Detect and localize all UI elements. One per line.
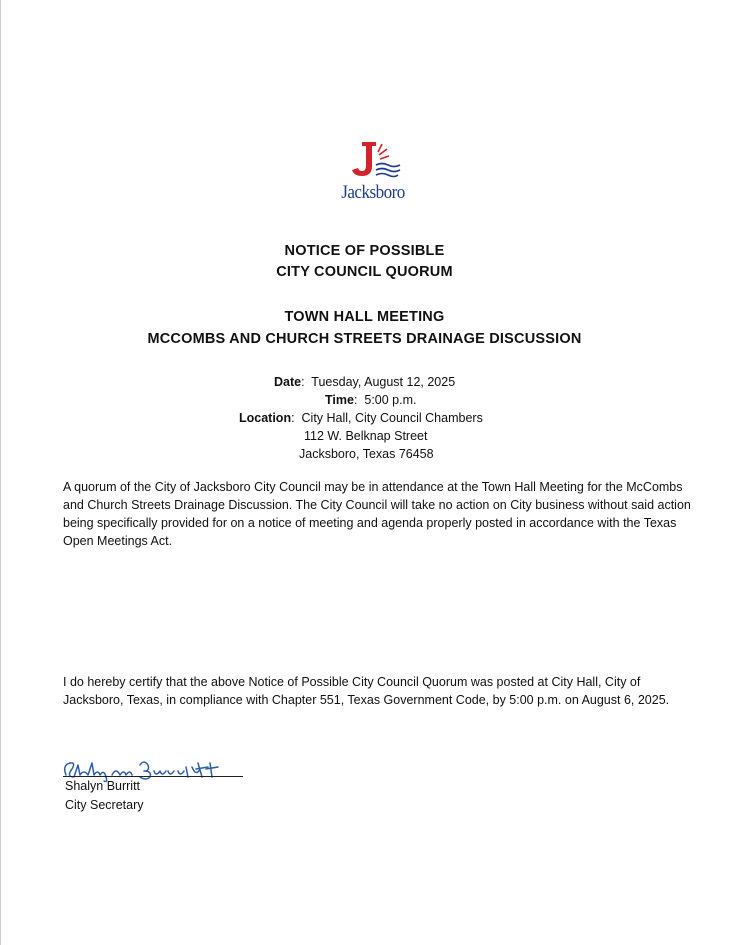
jacksboro-logo-mark-icon bbox=[332, 140, 414, 184]
address-line2: Jacksboro, Texas 76458 bbox=[299, 447, 434, 461]
date-label: Date bbox=[274, 375, 302, 389]
time-row: Time: 5:00 p.m. bbox=[325, 393, 417, 407]
date-value: Tuesday, August 12, 2025 bbox=[311, 375, 456, 389]
address-line1: 112 W. Belknap Street bbox=[304, 429, 428, 443]
time-label: Time bbox=[325, 393, 354, 407]
signer-title: City Secretary bbox=[65, 798, 144, 812]
quorum-paragraph: A quorum of the City of Jacksboro City Council may be in attendance at the Town Hall Meeting for the McCombs and Church Streets Drainage Discussion. The City Council will take no action on City business without said action being specifically provided for on a notice of meeting and agenda properly posted in accordance with the Texas Open Meetings Act. bbox=[63, 480, 691, 548]
notice-title-line1: NOTICE OF POSSIBLE bbox=[284, 243, 445, 259]
location-value: City Hall, City Council Chambers bbox=[301, 411, 483, 425]
notice-title-line2: CITY COUNCIL QUORUM bbox=[276, 264, 453, 280]
meeting-title-line1: TOWN HALL MEETING bbox=[284, 309, 445, 325]
signer-name: Shalyn Burritt bbox=[65, 779, 141, 793]
meeting-title-line2: MCCOMBS AND CHURCH STREETS DRAINAGE DISCUSSION bbox=[147, 331, 582, 347]
location-label: Location bbox=[239, 411, 292, 425]
date-row: Date: Tuesday, August 12, 2025 bbox=[274, 375, 456, 389]
logo-text: Jacksboro bbox=[341, 182, 405, 203]
page-edge bbox=[0, 0, 1, 945]
certification-paragraph: I do hereby certify that the above Notice of Possible City Council Quorum was posted at City Hall, City of Jacksboro, Texas, in compliance with Chapter 551, Texas Government Code, by 5:00 p.m. on August 6, 2025. bbox=[63, 675, 670, 707]
time-value: 5:00 p.m. bbox=[364, 393, 417, 407]
signature-line bbox=[63, 776, 243, 777]
jacksboro-logo bbox=[332, 140, 414, 210]
location-row: Location: City Hall, City Council Chambers bbox=[239, 411, 483, 425]
